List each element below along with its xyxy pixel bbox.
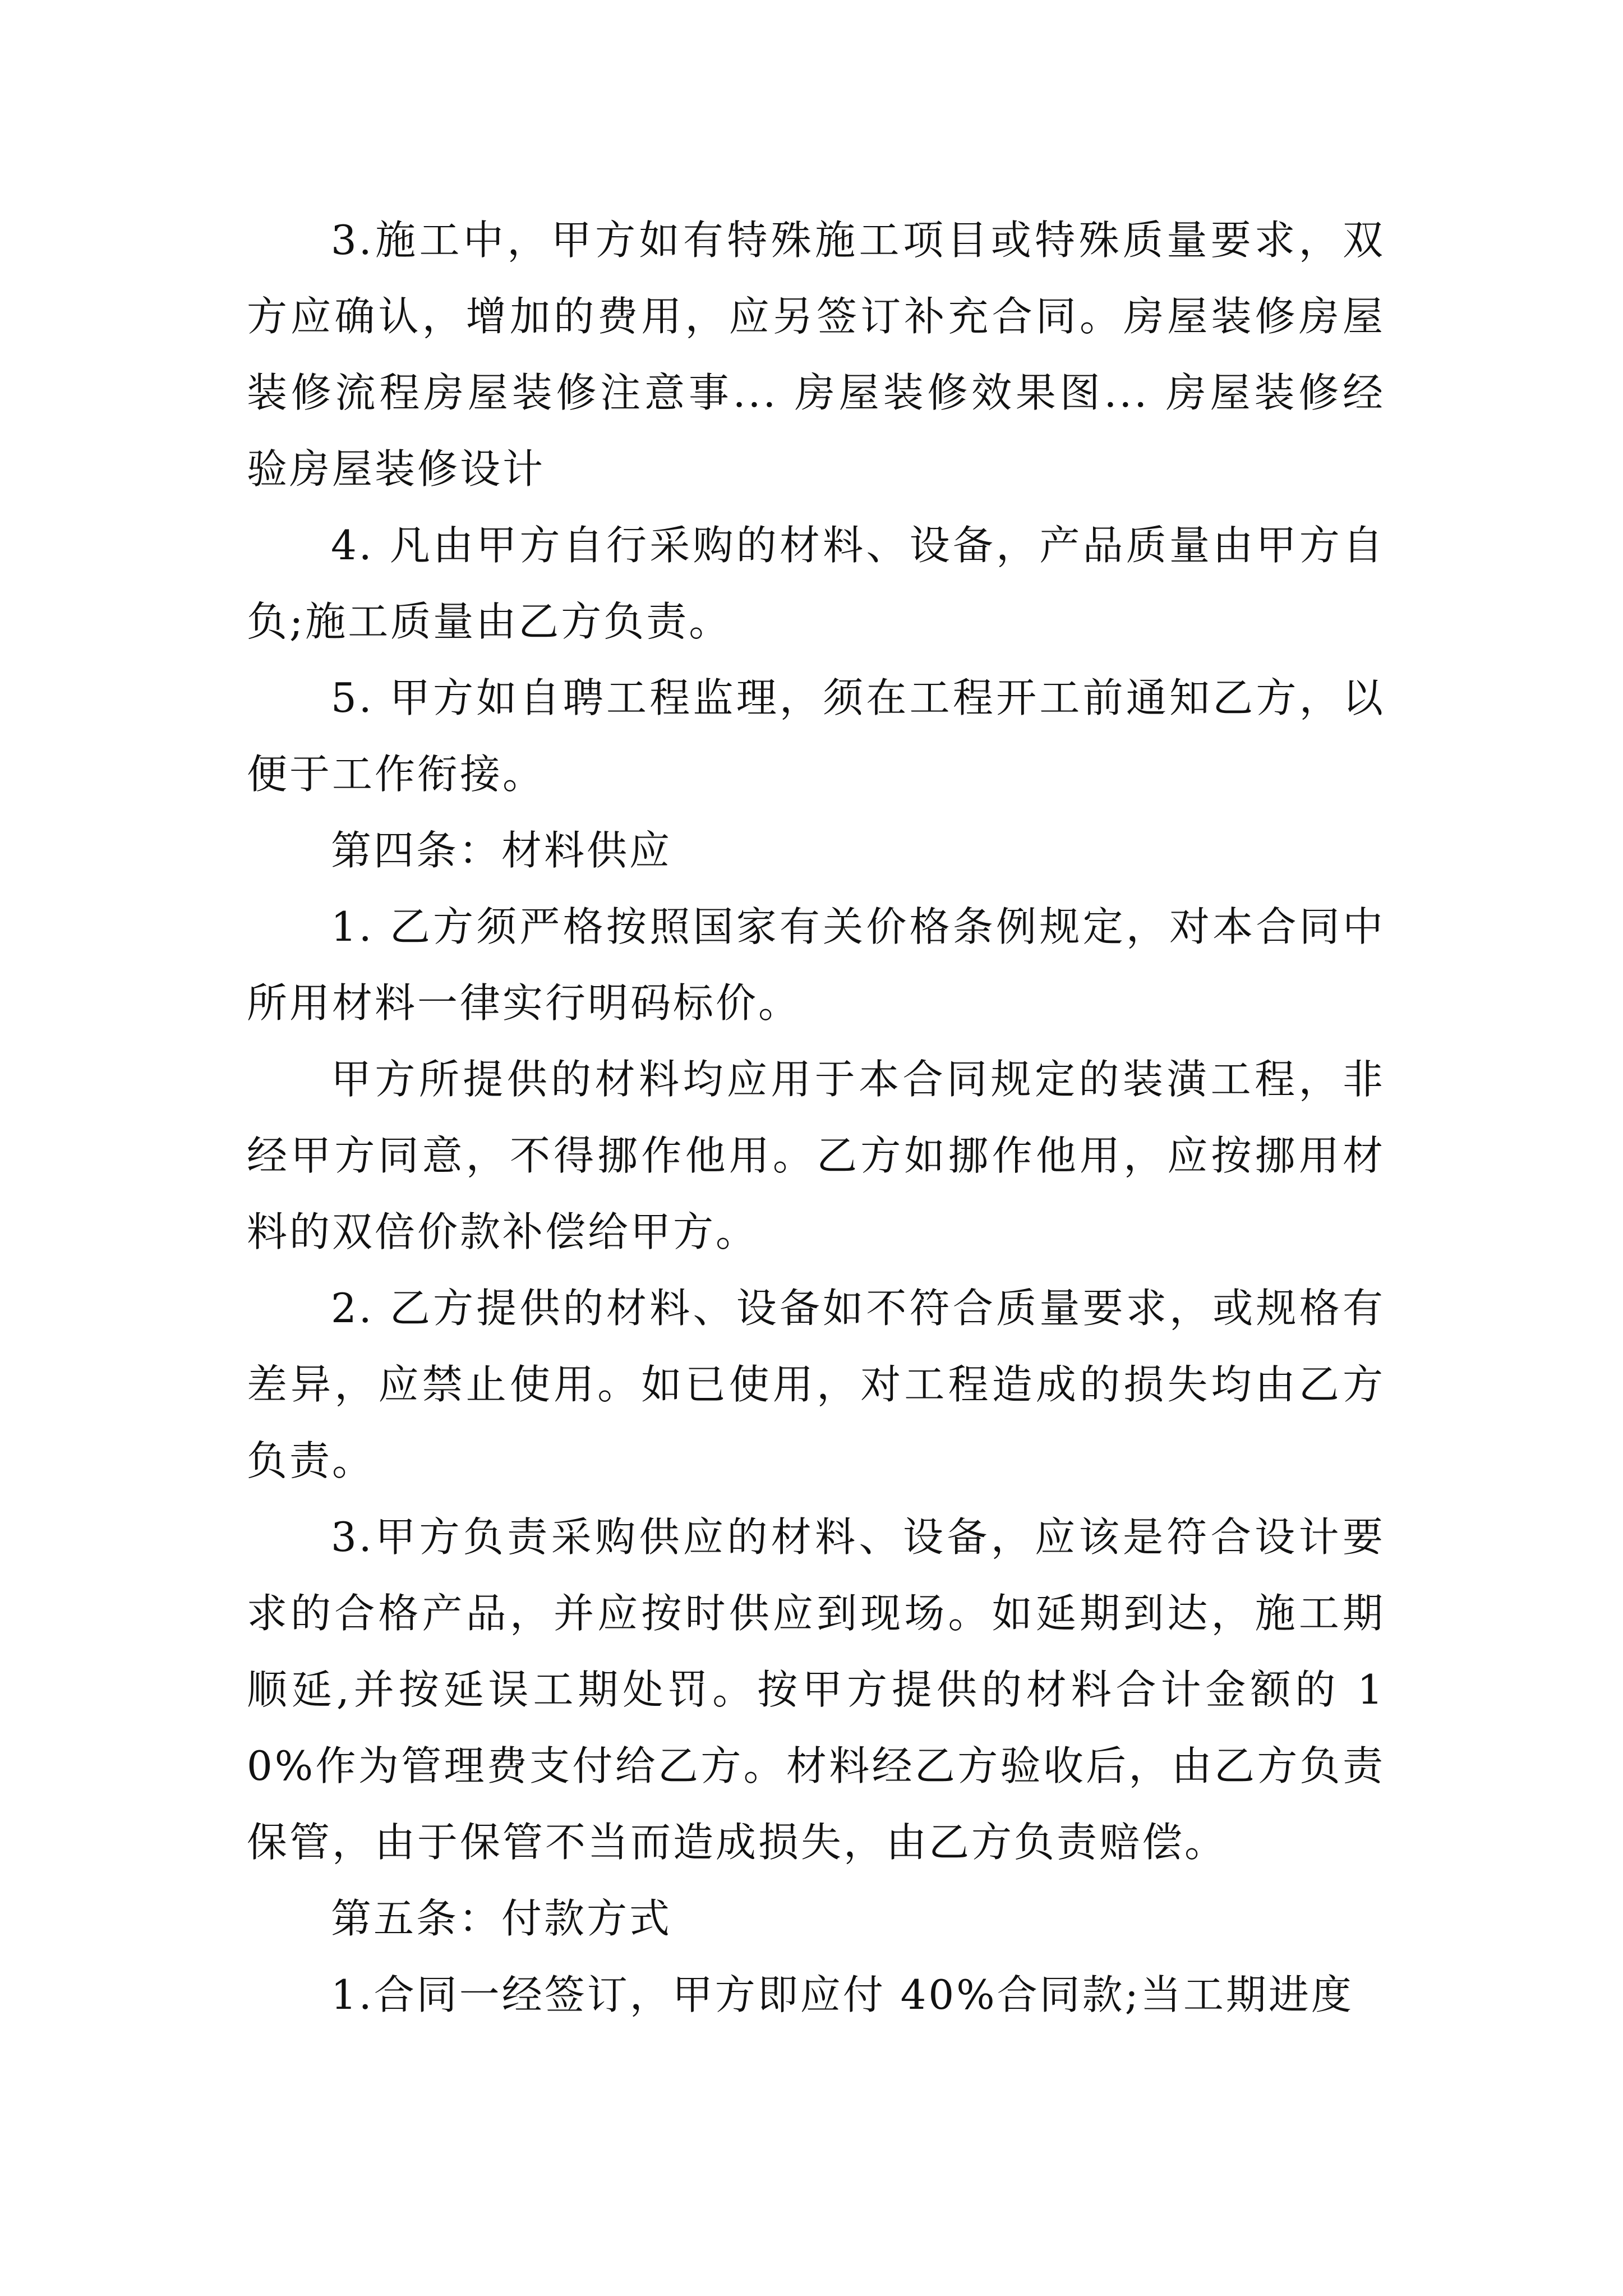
paragraph-article-4-owner-materials-usage: 甲方所提供的材料均应用于本合同规定的装潢工程，非经甲方同意，不得挪作他用。乙方如挪作他用，应按挪用材料的双倍价款补偿给甲方。 xyxy=(247,1056,1385,1255)
section-heading-article-4: 第四条：材料供应 xyxy=(331,827,672,874)
section-heading-article-5: 第五条：付款方式 xyxy=(331,1895,672,1942)
paragraph-article-5-item-1: 1.合同一经签订，甲方即应付 40%合同款;当工期进度 xyxy=(331,1971,1354,2018)
paragraph-article-4-item-1: 1. 乙方须严格按照国家有关价格条例规定，对本合同中所用材料一律实行明码标价。 xyxy=(247,903,1385,1027)
paragraph-article-4-item-3: 3.甲方负责采购供应的材料、设备，应该是符合设计要求的合格产品，并应按时供应到现场。如延期到达，施工期顺延,并按延误工期处罚。按甲方提供的材料合计金额的 10%作为管理费支付给乙方。材料经乙方验收后，由乙方负责保管，由于保管不当而造成损失，由乙方负责赔偿。 xyxy=(247,1513,1385,1866)
paragraph-article-4-item-2: 2. 乙方提供的材料、设备如不符合质量要求，或规格有差异，应禁止使用。如已使用，对工程造成的损失均由乙方负责。 xyxy=(247,1285,1385,1484)
paragraph-item-5-supervisor: 5. 甲方如自聘工程监理，须在工程开工前通知乙方，以便于工作衔接。 xyxy=(247,674,1385,798)
document-body xyxy=(247,202,1385,2033)
paragraph-item-3-special-requirements: 3.施工中，甲方如有特殊施工项目或特殊质量要求，双方应确认，增加的费用，应另签订补充合同。房屋装修房屋装修流程房屋装修注意事... 房屋装修效果图... 房屋装修经验房屋装修设计 xyxy=(247,217,1385,493)
paragraph-item-4-owner-materials: 4. 凡由甲方自行采购的材料、设备，产品质量由甲方自负;施工质量由乙方负责。 xyxy=(247,522,1385,645)
